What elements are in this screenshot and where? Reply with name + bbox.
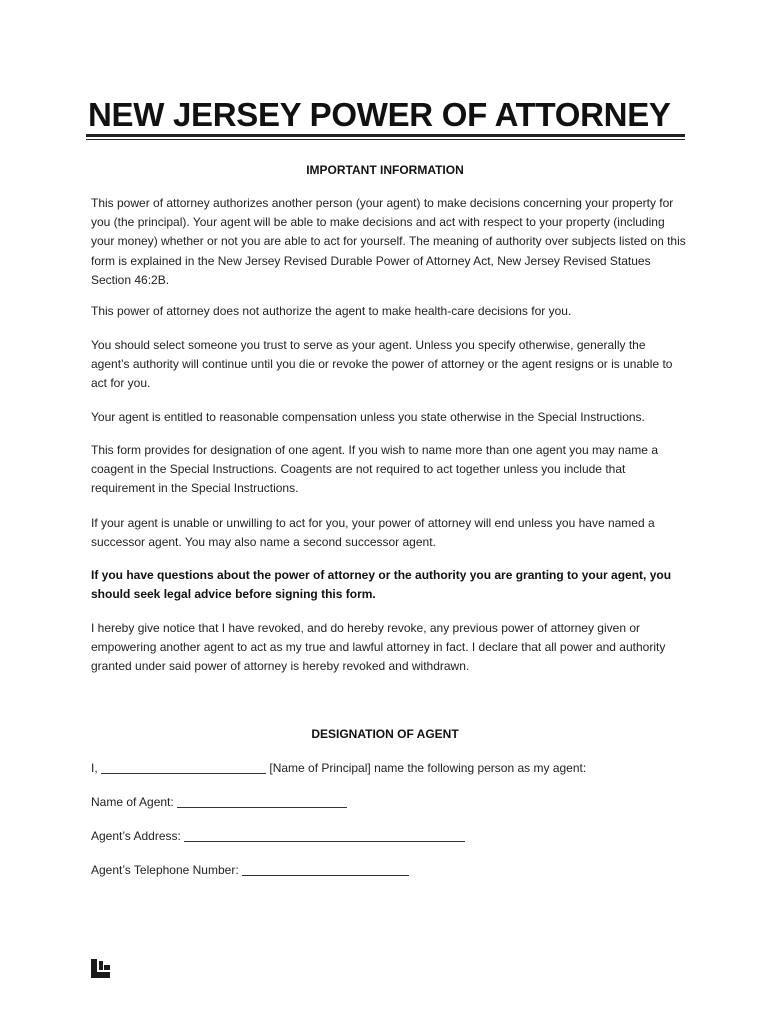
document-logo-icon [91, 959, 110, 978]
paragraph-compensation: Your agent is entitled to reasonable compensation unless you state otherwise in the Special Instructions. [91, 410, 645, 424]
paragraph-revocation: I hereby give notice that I have revoked, and do hereby revoke, any previous power of attorney given or empowering another agent to act as my true and lawful attorney in fact. I declare that all power and authority granted under said power of attorney is hereby revoked and withdrawn. [91, 621, 666, 674]
agent-name-label: Name of Agent: [91, 795, 174, 809]
principal-suffix: [Name of Principal] name the following person as my agent: [269, 761, 587, 775]
principal-name-blank[interactable] [101, 761, 266, 774]
principal-prefix: I, [91, 761, 98, 775]
title-underline [86, 134, 685, 137]
paragraph-coagent: This form provides for designation of one agent. If you wish to name more than one agent you may name a coagent in the Special Instructions. Coagents are not required to act together unless you include that requirement in the Special Instructions. [91, 443, 658, 496]
agent-address-label: Agent’s Address: [91, 829, 181, 843]
paragraph-select-agent: You should select someone you trust to serve as your agent. Unless you specify otherwise, generally the agent’s authority will continue until you die or revoke the power of attorney or the agent resigns or is unable to act for you. [91, 338, 673, 391]
agent-address-line [91, 829, 465, 843]
important-information-heading: IMPORTANT INFORMATION [306, 163, 464, 177]
designation-of-agent-heading: DESIGNATION OF AGENT [311, 727, 459, 741]
agent-phone-blank[interactable] [242, 863, 409, 876]
agent-name-line [91, 795, 347, 809]
paragraph-authorization: This power of attorney authorizes another person (your agent) to make decisions concerning your property for you (the principal). Your agent will be able to make decisions and act with respect to your property (including your money) whether or not you are able to act for yourself. The meaning of authority over subjects listed on this form is explained in the New Jersey Revised Durable Power of Attorney Act, New Jersey Revised Statues Section 46:2B. [91, 196, 686, 287]
agent-phone-line [91, 863, 409, 877]
title-underline-thin [86, 139, 685, 140]
agent-address-blank[interactable] [184, 829, 465, 842]
document-title: NEW JERSEY POWER OF ATTORNEY [88, 96, 671, 133]
paragraph-legal-advice: If you have questions about the power of attorney or the authority you are granting to your agent, you should seek legal advice before signing this form. [91, 568, 672, 602]
agent-name-blank[interactable] [177, 795, 347, 808]
paragraph-successor-agent: If your agent is unable or unwilling to act for you, your power of attorney will end unless you have named a successor agent. You may also name a second successor agent. [91, 516, 655, 550]
agent-phone-label: Agent’s Telephone Number: [91, 863, 239, 877]
principal-name-line [91, 761, 586, 775]
paragraph-health-care: This power of attorney does not authorize the agent to make health-care decisions for you. [91, 304, 572, 318]
